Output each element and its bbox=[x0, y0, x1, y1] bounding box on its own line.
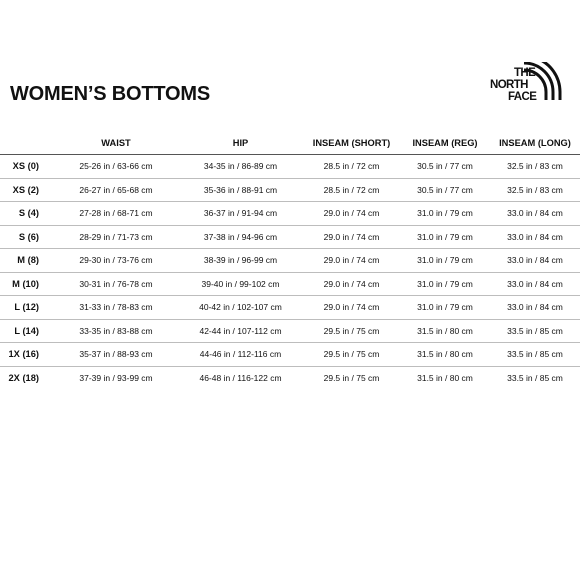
table-row bbox=[0, 155, 580, 179]
logo-line-1: THE bbox=[514, 67, 536, 79]
table-row bbox=[0, 225, 580, 249]
inseam-reg-cell: 31.0 in / 79 cm bbox=[400, 202, 490, 226]
hip-cell: 39-40 in / 99-102 cm bbox=[178, 272, 303, 296]
size-cell: XS (2) bbox=[0, 178, 54, 202]
inseam-reg-cell: 31.0 in / 79 cm bbox=[400, 225, 490, 249]
inseam-long-cell: 33.0 in / 84 cm bbox=[490, 202, 580, 226]
hip-cell: 36-37 in / 91-94 cm bbox=[178, 202, 303, 226]
table-row bbox=[0, 202, 580, 226]
waist-cell: 37-39 in / 93-99 cm bbox=[79, 372, 153, 383]
inseam-reg-cell: 30.5 in / 77 cm bbox=[400, 155, 490, 179]
inseam-reg-cell: 31.5 in / 80 cm bbox=[417, 372, 473, 383]
logo-line-3: FACE bbox=[508, 91, 537, 103]
table-row bbox=[0, 366, 580, 389]
size-cell: S (4) bbox=[0, 202, 54, 226]
waist-cell: 28-29 in / 71-73 cm bbox=[54, 225, 178, 249]
table-row bbox=[0, 178, 580, 202]
waist-cell: 29-30 in / 73-76 cm bbox=[54, 249, 178, 273]
inseam-short-cell: 29.0 in / 74 cm bbox=[303, 272, 400, 296]
hip-cell: 42-44 in / 107-112 cm bbox=[178, 319, 303, 343]
inseam-reg-cell: 31.0 in / 79 cm bbox=[400, 272, 490, 296]
inseam-long-cell: 32.5 in / 83 cm bbox=[490, 155, 580, 179]
inseam-long-cell: 33.0 in / 84 cm bbox=[490, 296, 580, 320]
inseam-reg-cell: 31.5 in / 80 cm bbox=[400, 343, 490, 367]
size-cell: L (14) bbox=[0, 319, 54, 343]
inseam-long-cell: 33.0 in / 84 cm bbox=[490, 225, 580, 249]
header-inseam-short: INSEAM (SHORT) bbox=[303, 131, 400, 155]
inseam-long-cell: 33.5 in / 85 cm bbox=[507, 372, 563, 383]
header-hip: HIP bbox=[178, 131, 303, 155]
the-north-face-logo bbox=[488, 62, 572, 104]
table-row bbox=[0, 272, 580, 296]
inseam-reg-cell: 31.0 in / 79 cm bbox=[400, 296, 490, 320]
inseam-short-cell: 28.5 in / 72 cm bbox=[303, 155, 400, 179]
size-cell: XS (0) bbox=[0, 155, 54, 179]
inseam-short-cell: 29.0 in / 74 cm bbox=[303, 202, 400, 226]
waist-cell: 27-28 in / 68-71 cm bbox=[54, 202, 178, 226]
size-cell: 1X (16) bbox=[0, 343, 54, 367]
inseam-short-cell: 29.5 in / 75 cm bbox=[303, 319, 400, 343]
hip-cell: 34-35 in / 86-89 cm bbox=[178, 155, 303, 179]
inseam-long-cell: 33.5 in / 85 cm bbox=[490, 319, 580, 343]
size-cell: M (10) bbox=[0, 272, 54, 296]
waist-cell: 33-35 in / 83-88 cm bbox=[54, 319, 178, 343]
inseam-short-cell: 29.0 in / 74 cm bbox=[303, 225, 400, 249]
page-title: WOMEN’S BOTTOMS bbox=[10, 83, 210, 105]
inseam-long-cell: 32.5 in / 83 cm bbox=[490, 178, 580, 202]
inseam-long-cell: 33.0 in / 84 cm bbox=[490, 272, 580, 296]
size-cell: L (12) bbox=[0, 296, 54, 320]
waist-cell: 35-37 in / 88-93 cm bbox=[54, 343, 178, 367]
inseam-reg-cell: 31.0 in / 79 cm bbox=[400, 249, 490, 273]
header-inseam-long: INSEAM (LONG) bbox=[490, 131, 580, 155]
inseam-short-cell: 29.0 in / 74 cm bbox=[303, 249, 400, 273]
inseam-short-cell: 28.5 in / 72 cm bbox=[303, 178, 400, 202]
inseam-short-cell: 29.5 in / 75 cm bbox=[303, 343, 400, 367]
hip-cell: 37-38 in / 94-96 cm bbox=[178, 225, 303, 249]
inseam-long-cell: 33.0 in / 84 cm bbox=[490, 249, 580, 273]
waist-cell: 25-26 in / 63-66 cm bbox=[54, 155, 178, 179]
size-cell: S (6) bbox=[0, 225, 54, 249]
waist-cell: 31-33 in / 78-83 cm bbox=[54, 296, 178, 320]
table-header-row bbox=[0, 131, 580, 155]
hip-cell: 44-46 in / 112-116 cm bbox=[178, 343, 303, 367]
table-row bbox=[0, 343, 580, 367]
hip-cell: 46-48 in / 116-122 cm bbox=[199, 372, 282, 383]
inseam-short-cell: 29.5 in / 75 cm bbox=[323, 372, 380, 383]
size-chart-table bbox=[0, 131, 580, 389]
waist-cell: 26-27 in / 65-68 cm bbox=[54, 178, 178, 202]
hip-cell: 40-42 in / 102-107 cm bbox=[178, 296, 303, 320]
header-inseam-reg: INSEAM (REG) bbox=[400, 131, 490, 155]
inseam-short-cell: 29.0 in / 74 cm bbox=[303, 296, 400, 320]
table-row bbox=[0, 319, 580, 343]
size-cell: 2X (18) bbox=[8, 372, 39, 383]
table-row bbox=[0, 296, 580, 320]
waist-cell: 30-31 in / 76-78 cm bbox=[54, 272, 178, 296]
header-waist: WAIST bbox=[54, 131, 178, 155]
inseam-reg-cell: 31.5 in / 80 cm bbox=[400, 319, 490, 343]
inseam-reg-cell: 30.5 in / 77 cm bbox=[400, 178, 490, 202]
hip-cell: 38-39 in / 96-99 cm bbox=[178, 249, 303, 273]
table-row bbox=[0, 249, 580, 273]
size-cell: M (8) bbox=[0, 249, 54, 273]
header-size bbox=[0, 131, 54, 155]
hip-cell: 35-36 in / 88-91 cm bbox=[178, 178, 303, 202]
inseam-long-cell: 33.5 in / 85 cm bbox=[490, 343, 580, 367]
logo-line-2: NORTH bbox=[490, 79, 528, 91]
